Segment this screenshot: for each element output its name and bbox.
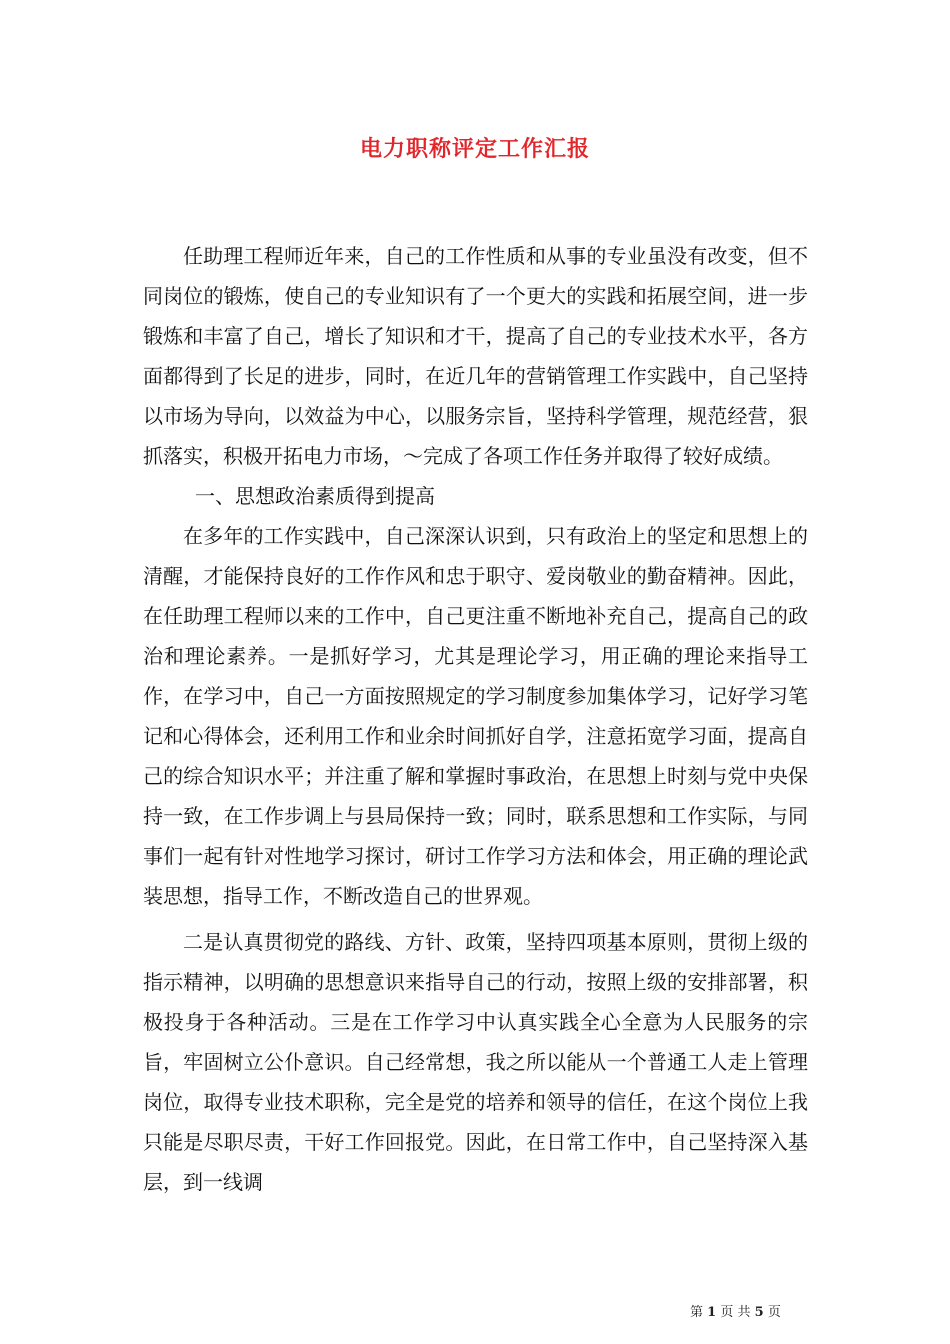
document-title: 电力职称评定工作汇报 [359, 136, 590, 162]
section-heading: 一、思想政治素质得到提高 [195, 484, 435, 508]
paragraph-political-study: 在多年的工作实践中，自己深深认识到，只有政治上的坚定和思想上的清醒，才能保持良好的工作作风和忠于职守、爱岗敬业的勤奋精神。因此，在任助理工程师以来的工作中，自己更注重不断地补充自己，提高自己的政治和理论素养。一是抓好学习，尤其是理论学习，用正确的理论来指导工作，在学习中，自己一方面按照规定的学习制度参加集体学习，记好学习笔记和心得体会，还利用工作和业余时间抓好自学，注意拓宽学习面，提高自己的综合知识水平；并注重了解和掌握时事政治，在思想上时刻与党中央保持一致，在工作步调上与县局保持一致；同时，联系思想和工作实际，与同事们一起有针对性地学习探讨，研讨工作学习方法和体会，用正确的理论武装思想，指导工作，不断改造自己的世界观。 [143, 524, 808, 908]
page-number-footer [690, 1301, 781, 1320]
document-body [143, 236, 808, 1202]
footer-total-pages: 5 [754, 1305, 764, 1320]
footer-suffix: 页 [767, 1305, 781, 1320]
footer-prefix: 第 [690, 1305, 704, 1320]
paragraph-party-line: 二是认真贯彻党的路线、方针、政策，坚持四项基本原则，贯彻上级的指示精神，以明确的思想意识来指导自己的行动，按照上级的安排部署，积极投身于各种活动。三是在工作学习中认真实践全心全意为人民服务的宗旨，牢固树立公仆意识。自己经常想，我之所以能从一个普通工人走上管理岗位，取得专业技术职称，完全是党的培养和领导的信任，在这个岗位上我只能是尽职尽责，干好工作回报党。因此，在日常工作中，自己坚持深入基层，到一线调 [143, 930, 808, 1194]
footer-middle: 页 共 [720, 1305, 751, 1320]
paragraph-intro: 任助理工程师近年来，自己的工作性质和从事的专业虽没有改变，但不同岗位的锻炼，使自己的专业知识有了一个更大的实践和拓展空间，进一步锻炼和丰富了自己，增长了知识和才干，提高了自己的专业技术水平，各方面都得到了长足的进步，同时，在近几年的营销管理工作实践中，自己坚持以市场为导向，以效益为中心，以服务宗旨，坚持科学管理，规范经营，狠抓落实，积极开拓电力市场，～完成了各项工作任务并取得了较好成绩。 [143, 244, 808, 468]
footer-current-page: 1 [707, 1305, 717, 1320]
